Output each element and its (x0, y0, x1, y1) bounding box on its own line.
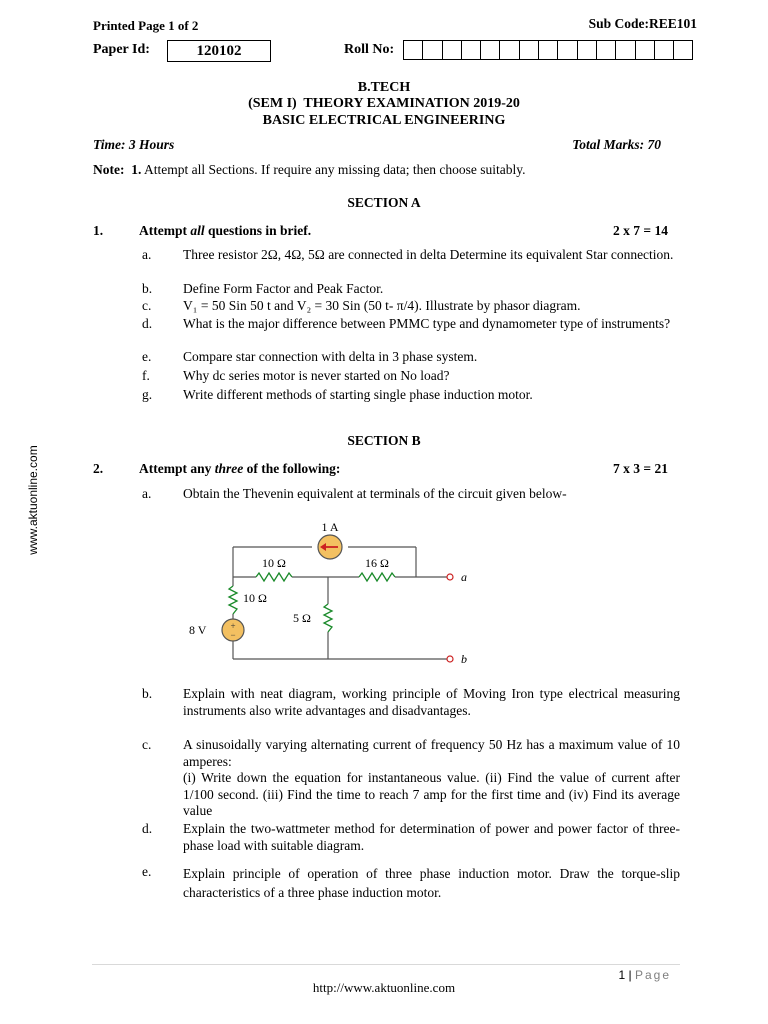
list-item-letter: b. (142, 281, 153, 296)
list-item-letter: d. (142, 316, 153, 331)
list-item-letter: c. (142, 298, 152, 313)
page-number: 1 | Page (618, 968, 671, 982)
list-item: Explain principle of operation of three phase induction motor. Draw the torque-slip characteristics of a three phase induction motor. (183, 866, 680, 900)
resistor-10-ohm-left (229, 586, 237, 614)
list-item-letter: e. (142, 349, 152, 364)
footer-divider (92, 964, 680, 965)
paper-id-label: Paper Id: (93, 42, 150, 57)
section-b-heading: SECTION B (347, 433, 421, 448)
list-item-letter: f. (142, 368, 150, 383)
note-text: Attempt all Sections. If require any missing data; then choose suitably. (144, 162, 526, 177)
list-item-letter: b. (142, 686, 153, 701)
paper-id-box: 120102 (167, 40, 271, 62)
resistor-5-ohm (324, 604, 332, 632)
list-item: (i) Write down the equation for instantaneous value. (ii) Find the value of current after 1/100 second. (iii) Find the time to reach 7 amp for the first time and (iv) Find its average value (183, 770, 680, 818)
resistor-label: 5 Ω (293, 611, 311, 625)
printed-page-label: Printed Page 1 of 2 (93, 18, 199, 33)
terminal-a-label: a (461, 570, 467, 584)
subject-title: BASIC ELECTRICAL ENGINEERING (262, 113, 506, 128)
list-item-letter: c. (142, 737, 152, 752)
voltage-source-icon (222, 619, 244, 641)
svg-text:+: + (230, 621, 236, 631)
question-2-number: 2. (93, 461, 104, 476)
question-2-instruction: Attempt any three of the following: (139, 461, 341, 476)
question-2-marks: 7 x 3 = 21 (613, 461, 668, 476)
note-number: 1. (131, 162, 142, 177)
list-item: Compare star connection with delta in 3 phase system. (183, 349, 478, 364)
section-a-heading: SECTION A (347, 195, 421, 210)
circuit-diagram (185, 518, 485, 668)
list-item-letter: a. (142, 247, 152, 262)
list-item-letter: g. (142, 387, 153, 402)
terminal-b-label: b (461, 652, 467, 666)
question-1-number: 1. (93, 223, 104, 238)
svg-text:−: − (230, 630, 236, 640)
roll-no-boxes (403, 40, 693, 60)
list-item-letter: e. (142, 864, 152, 879)
sub-code: Sub Code:REE101 (588, 16, 697, 31)
question-1-marks: 2 x 7 = 14 (613, 223, 668, 238)
list-item: A sinusoidally varying alternating current of frequency 50 Hz has a maximum value of 10 amperes: (183, 737, 680, 769)
roll-no-label: Roll No: (344, 42, 395, 57)
terminal-b-icon (447, 656, 453, 662)
current-source-icon (318, 535, 342, 559)
list-item: V₁ = 50 Sin 50 t and V₂ = 30 Sin (50 t- π/4). Illustrate by phasor diagram. (183, 298, 581, 313)
exam-title: (SEM I) THEORY EXAMINATION 2019-20 (248, 96, 520, 111)
current-source-label: 1 A (321, 520, 339, 534)
resistor-label: 16 Ω (365, 556, 389, 570)
voltage-source-label: 8 V (189, 623, 207, 637)
resistor-10-ohm-top (256, 573, 292, 581)
list-item-letter: d. (142, 821, 153, 836)
resistor-label: 10 Ω (243, 591, 267, 605)
question-1-instruction: Attempt all questions in brief. (139, 223, 312, 238)
note (93, 162, 526, 178)
list-item: Obtain the Thevenin equivalent at terminals of the circuit given below- (183, 486, 567, 501)
list-item: Define Form Factor and Peak Factor. (183, 281, 384, 296)
list-item-letter: a. (142, 486, 152, 501)
list-item: Three resistor 2Ω, 4Ω, 5Ω are connected in delta Determine its equivalent Star connection. (183, 247, 674, 262)
terminal-a-icon (447, 574, 453, 580)
side-website-text: www.aktuonline.com (26, 445, 40, 555)
list-item: Why dc series motor is never started on No load? (183, 368, 450, 383)
list-item: Explain the two-wattmeter method for determination of power and power factor of three-phase load with suitable diagram. (183, 821, 680, 853)
total-marks: Total Marks: 70 (572, 137, 661, 152)
degree-title: B.TECH (357, 80, 411, 95)
time-label: Time: 3 Hours (93, 137, 175, 152)
resistor-16-ohm (359, 573, 395, 581)
note-label: Note: (93, 162, 125, 177)
list-item: Write different methods of starting single phase induction motor. (183, 387, 533, 402)
list-item: Explain with neat diagram, working principle of Moving Iron type electrical measuring instruments also write advantages and disadvantages. (183, 686, 680, 718)
resistor-label: 10 Ω (262, 556, 286, 570)
footer-url: http://www.aktuonline.com (312, 980, 456, 995)
list-item: What is the major difference between PMMC type and dynamometer type of instruments? (183, 316, 671, 331)
